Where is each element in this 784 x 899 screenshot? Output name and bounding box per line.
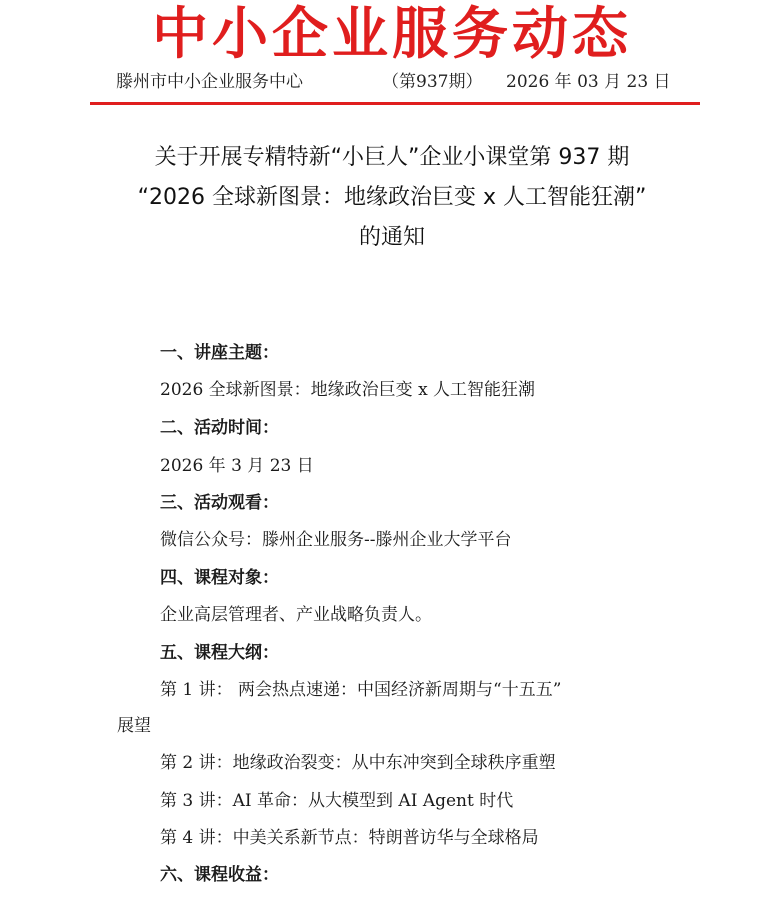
section-heading-topic: 一、讲座主题：: [160, 343, 279, 363]
issue-line: [116, 70, 696, 94]
section-heading-viewing: 三、活动观看：: [160, 493, 279, 513]
notice-title-line: 关于开展专精特新“小巨人”企业小课堂第 937 期: [154, 145, 630, 170]
outline-item: 第 1 讲： 两会热点速递：中国经济新周期与“十五五”: [160, 680, 562, 700]
issue-date: 2026 年 03 月 23 日: [506, 72, 671, 92]
notice-title-line: 的通知: [358, 225, 425, 250]
masthead-divider: [90, 102, 700, 105]
section-text-audience: 企业高层管理者、产业战略负责人。: [160, 605, 432, 625]
section-heading-time: 二、活动时间：: [160, 418, 279, 438]
section-text-viewing: 微信公众号：滕州企业服务--滕州企业大学平台: [160, 530, 512, 550]
section-heading-audience: 四、课程对象：: [160, 568, 279, 588]
issuing-organization: 滕州市中小企业服务中心: [116, 72, 303, 92]
masthead: [0, 0, 784, 110]
outline-item-continuation: 展望: [117, 716, 151, 736]
section-text-topic: 2026 全球新图景：地缘政治巨变 x 人工智能狂潮: [160, 380, 536, 400]
section-heading-outline: 五、课程大纲：: [160, 643, 279, 663]
notice-title-line: “2026 全球新图景：地缘政治巨变 x 人工智能狂潮”: [137, 185, 647, 210]
outline-item: 第 3 讲：AI 革命：从大模型到 AI Agent 时代: [160, 791, 514, 811]
outline-item: 第 4 讲：中美关系新节点：特朗普访华与全球格局: [160, 828, 539, 848]
section-text-time: 2026 年 3 月 23 日: [160, 456, 314, 476]
section-heading-benefits: 六、课程收益：: [160, 865, 279, 885]
outline-item: 第 2 讲：地缘政治裂变：从中东冲突到全球秩序重塑: [160, 753, 556, 773]
masthead-title: 中小企业服务动态: [152, 2, 632, 67]
notice-title: [0, 138, 784, 258]
issue-number: （第937期）: [382, 72, 483, 92]
